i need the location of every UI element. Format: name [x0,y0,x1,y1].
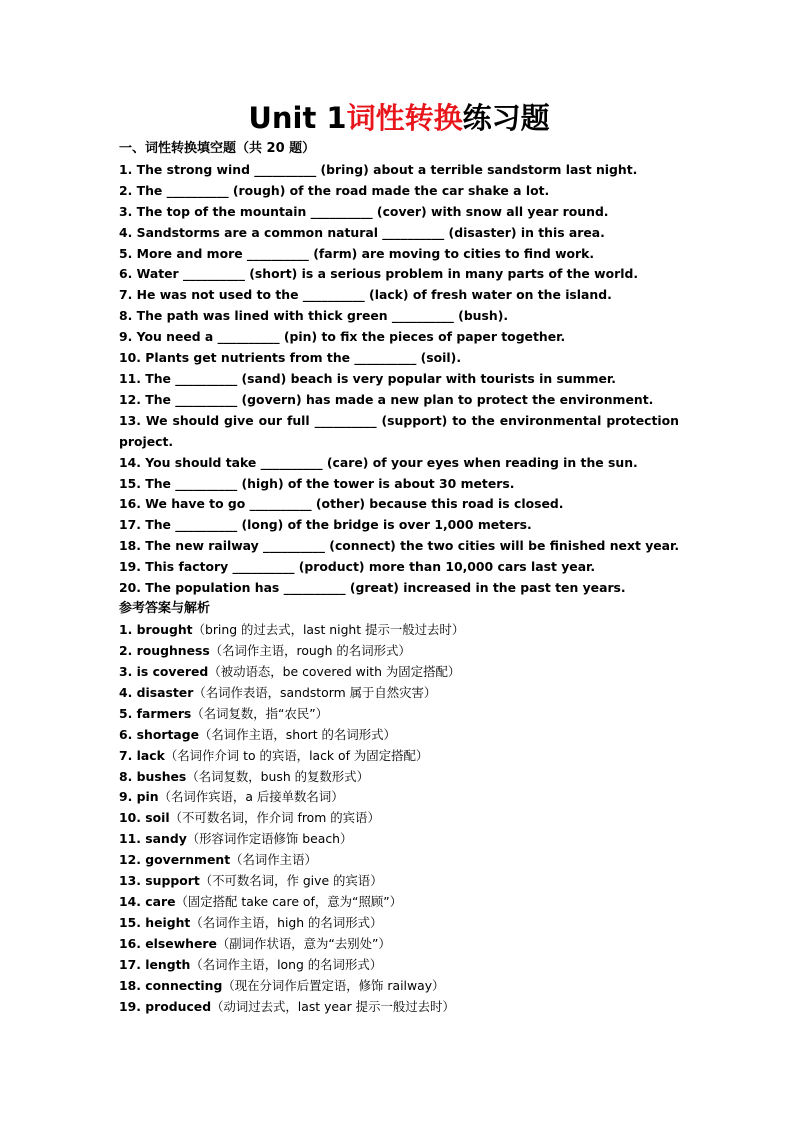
answer-item [119,767,679,788]
section-heading-answers: 参考答案与解析 [119,600,211,616]
answer-item [119,641,679,662]
answer-item [119,704,679,725]
question-item: 8. The path was lined with thick green __________ (bush). [119,308,509,324]
question-item: 12. The __________ (govern) has made a new plan to protect the environment. [119,391,654,407]
answer-item [119,955,679,976]
section-heading-exercises: 一、词性转换填空题（共 20 题） [119,141,316,156]
answer-note: （名词作主语，short 的名词形式） [199,726,396,742]
question-item: 16. We have to go __________ (other) because this road is closed. [119,496,564,512]
question-item: 1. The strong wind __________ (bring) about a terrible sandstorm last night. [119,161,638,177]
answer-note: （副词作状语，意为“去别处”） [216,936,391,952]
page-title [119,98,679,138]
question-item: 20. The population has __________ (great) increased in the past ten years. [119,580,626,596]
answer-item [119,850,679,871]
question-item: 5. More and more __________ (farm) are moving to cities to find work. [119,245,595,261]
title-red-part: 词性转换 [346,101,463,135]
answer-item [119,787,679,808]
answer-note: （名词复数，指“农民”） [191,705,329,721]
answer-note: （不可数名词，作 give 的宾语） [199,873,383,889]
question-item: 10. Plants get nutrients from the __________ (soil). [119,350,462,366]
question-item: 18. The new railway __________ (connect) the two cities will be finished next year. [119,538,680,554]
question-item: 7. He was not used to the __________ (lack) of fresh water on the island. [119,287,612,303]
answer-item [119,871,679,892]
question-item: 13. We should give our full __________ (support) to the environmental protection [119,412,679,428]
answer-item [119,725,679,746]
answer-word: 14. care [119,894,176,910]
question-item-continued: project. [119,433,174,449]
question-item: 6. Water __________ (short) is a serious problem in many parts of the world. [119,266,639,282]
answer-word: 18. connecting [119,978,223,994]
answer-item [119,976,679,997]
title-prefix: Unit 1 [248,101,347,135]
answer-word: 6. shortage [119,726,200,742]
answer-word: 2. roughness [119,642,210,658]
answer-word: 16. elsewhere [119,936,217,952]
answer-word: 3. is covered [119,663,209,679]
question-item: 11. The __________ (sand) beach is very popular with tourists in summer. [119,370,616,386]
answer-item [119,683,679,704]
question-list [119,160,679,599]
question-item: 9. You need a __________ (pin) to fix the pieces of paper together. [119,329,566,345]
answer-word: 10. soil [119,810,170,826]
answer-item [119,829,679,850]
document-page [119,98,679,1018]
answer-word: 11. sandy [119,831,187,847]
question-item: 3. The top of the mountain __________ (cover) with snow all year round. [119,203,609,219]
answer-word: 4. disaster [119,684,194,700]
question-item: 2. The __________ (rough) of the road made the car shake a lot. [119,182,550,198]
answer-word: 12. government [119,852,231,868]
question-item: 4. Sandstorms are a common natural __________ (disaster) in this area. [119,224,605,240]
answer-word: 15. height [119,915,191,931]
question-item: 14. You should take __________ (care) of your eyes when reading in the sun. [119,454,638,470]
answer-note: （名词作主语） [230,852,317,868]
answer-item [119,620,679,641]
answer-item [119,746,679,767]
question-item: 17. The __________ (long) of the bridge is over 1,000 meters. [119,517,532,533]
answer-word: 8. bushes [119,768,187,784]
answer-item [119,662,679,683]
answer-note: （名词复数，bush 的复数形式） [186,768,369,784]
answer-list [119,620,679,1018]
answer-word: 1. brought [119,621,193,637]
answer-item [119,997,679,1018]
answer-word: 13. support [119,873,200,889]
answer-note: （名词作主语，high 的名词形式） [190,915,383,931]
answer-note: （被动语态，be covered with 为固定搭配） [208,663,461,679]
title-suffix: 练习题 [462,101,550,135]
answer-item [119,808,679,829]
question-item: 19. This factory __________ (product) more than 10,000 cars last year. [119,559,596,575]
answer-note: （形容词作定语修饰 beach） [186,831,353,847]
answer-note: （名词作宾语，a 后接单数名词） [158,789,344,805]
answer-word: 9. pin [119,789,159,805]
answer-note: （名词作主语，long 的名词形式） [190,957,383,973]
answer-note: （名词作表语，sandstorm 属于自然灾害） [193,684,437,700]
answer-note: （bring 的过去式，last night 提示一般过去时） [192,621,465,637]
answer-item [119,934,679,955]
question-item: 15. The __________ (high) of the tower is about 30 meters. [119,475,515,491]
answer-item [119,892,679,913]
answer-note: （名词作介词 to 的宾语，lack of 为固定搭配） [164,747,429,763]
answer-note: （名词作主语，rough 的名词形式） [209,642,411,658]
answer-word: 19. produced [119,999,212,1014]
answer-word: 7. lack [119,747,165,763]
answer-note: （现在分词作后置定语，修饰 railway） [222,978,445,994]
answer-note: （动词过去式，last year 提示一般过去时） [211,999,455,1014]
answer-word: 5. farmers [119,705,192,721]
answer-note: （不可数名词，作介词 from 的宾语） [169,810,380,826]
answer-note: （固定搭配 take care of，意为“照顾”） [175,894,403,910]
answer-item [119,913,679,934]
answer-word: 17. length [119,957,191,973]
